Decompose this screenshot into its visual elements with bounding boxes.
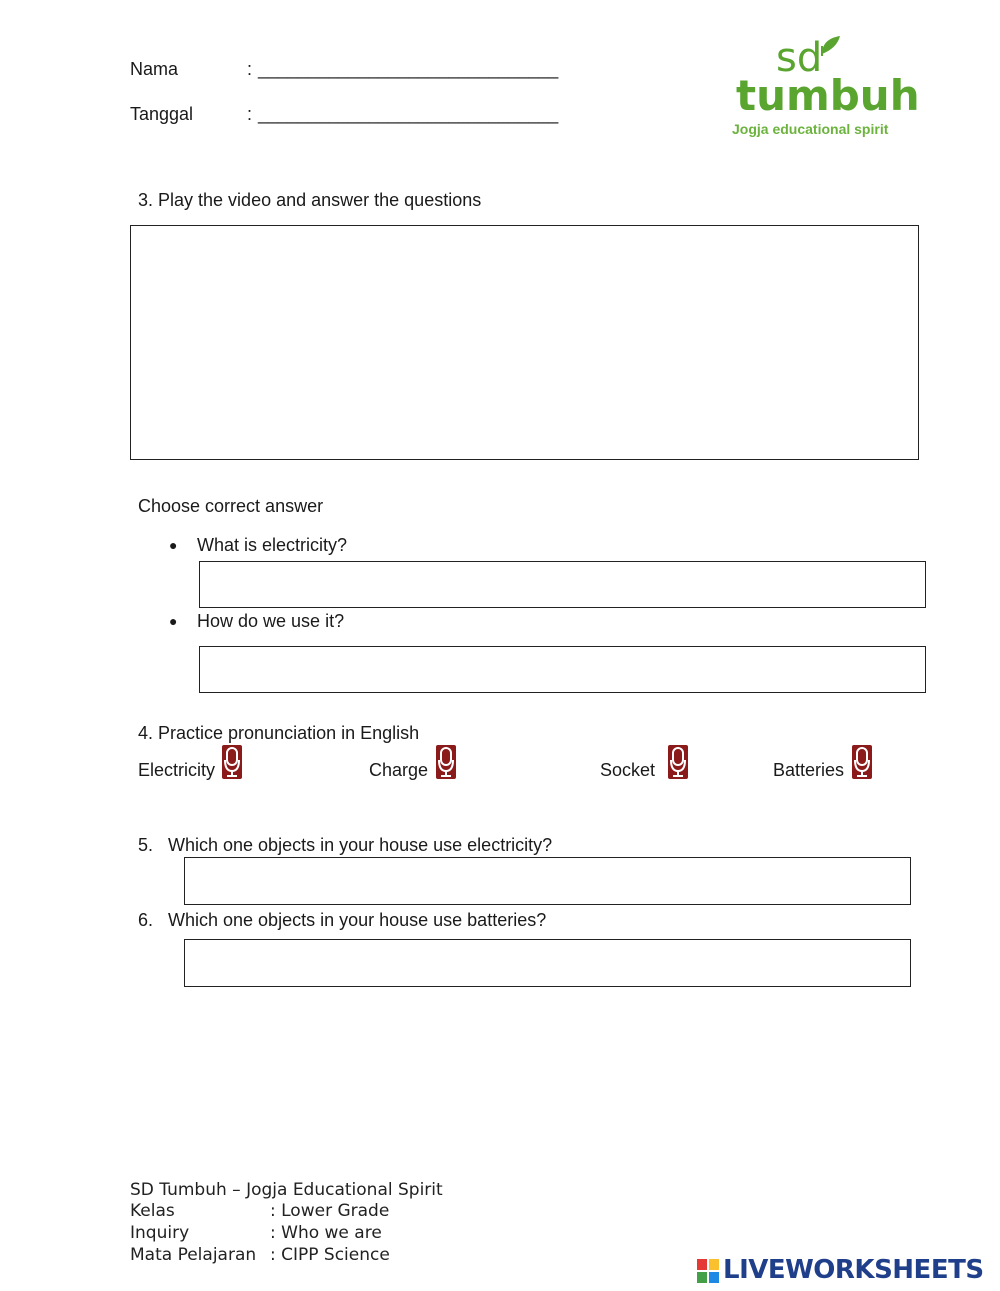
- section5-question: Which one objects in your house use electricity?: [168, 835, 553, 855]
- answer-5-input[interactable]: [184, 857, 911, 905]
- footer-inquiry-value: : Who we are: [270, 1223, 382, 1243]
- section4-title: 4. Practice pronunciation in English: [138, 723, 420, 743]
- date-label: Tanggal: [130, 104, 194, 124]
- logo-tagline: Jogja educational spirit: [732, 121, 889, 137]
- microphone-icon[interactable]: [668, 745, 688, 779]
- footer-school: SD Tumbuh – Jogja Educational Spirit: [130, 1180, 443, 1200]
- microphone-icon[interactable]: [222, 745, 242, 779]
- question-2-text: How do we use it?: [197, 611, 345, 631]
- microphone-icon[interactable]: [852, 745, 872, 779]
- word-socket: Socket: [600, 760, 656, 780]
- answer-6-input[interactable]: [184, 939, 911, 987]
- section6-number: 6.: [138, 910, 154, 930]
- video-frame[interactable]: [130, 225, 919, 460]
- footer-subject-value: : CIPP Science: [270, 1245, 390, 1265]
- name-colon: :: [247, 59, 253, 79]
- choose-title: Choose correct answer: [138, 496, 324, 516]
- logo-tumbuh-text: tumbuh: [736, 71, 920, 120]
- section5-number: 5.: [138, 835, 154, 855]
- date-colon: :: [247, 104, 253, 124]
- school-logo: [730, 34, 920, 139]
- date-line: ______________________________: [258, 104, 559, 124]
- answer-2-input[interactable]: [199, 646, 926, 693]
- question-1-text: What is electricity?: [197, 535, 348, 555]
- answer-1-input[interactable]: [199, 561, 926, 608]
- section6-question: Which one objects in your house use batteries?: [168, 910, 547, 930]
- word-electricity: Electricity: [138, 760, 216, 780]
- bullet-dot: ●: [169, 613, 178, 629]
- liveworksheets-text: LIVEWORKSHEETS: [723, 1255, 984, 1285]
- logo-sd-text: sd: [776, 35, 823, 81]
- word-batteries: Batteries: [773, 760, 845, 780]
- footer-kelas-label: Kelas: [130, 1201, 175, 1221]
- name-label: Nama: [130, 59, 179, 79]
- word-charge: Charge: [369, 760, 429, 780]
- footer-kelas-value: : Lower Grade: [270, 1201, 390, 1221]
- footer-subject-label: Mata Pelajaran: [130, 1245, 257, 1265]
- liveworksheets-watermark: [697, 1257, 997, 1287]
- microphone-icon[interactable]: [436, 745, 456, 779]
- footer-inquiry-label: Inquiry: [130, 1223, 190, 1243]
- section3-title: 3. Play the video and answer the questions: [138, 190, 482, 210]
- bullet-dot: ●: [169, 537, 178, 553]
- liveworksheets-logo-icon: [697, 1259, 719, 1283]
- name-line: ______________________________: [258, 59, 559, 79]
